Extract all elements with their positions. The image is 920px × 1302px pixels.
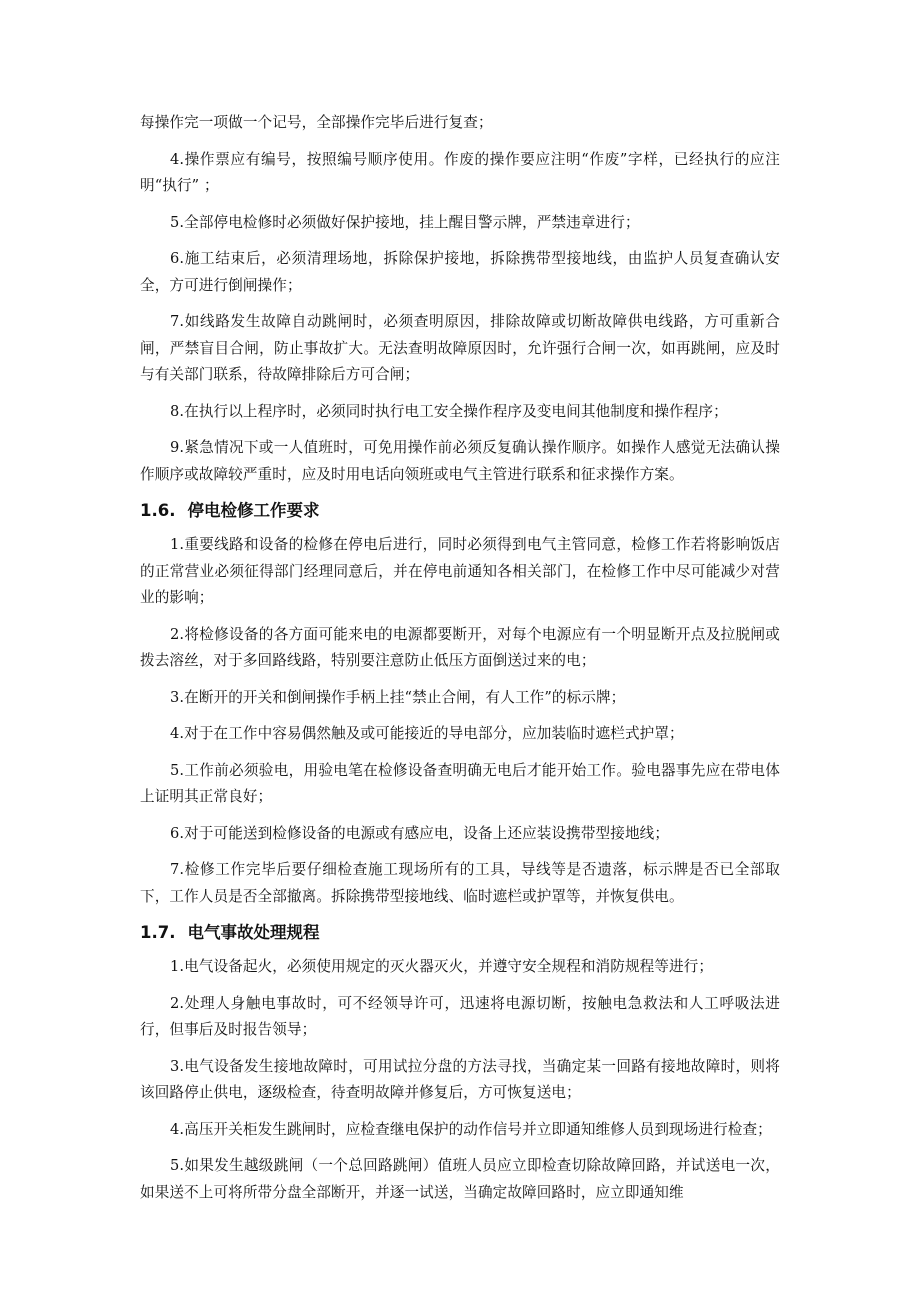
- maintenance-item-7: 7.检修工作完毕后要仔细检查施工现场所有的工具，导线等是否遗落，标示牌是否已全部取下，工作人员是否全部撤离。拆除携带型接地线、临时遮栏或护罩等，并恢复供电。: [140, 861, 780, 905]
- accident-item-4: 4.高压开关柜发生跳闸时，应检查继电保护的动作信号并立即通知维修人员到现场进行检查；: [170, 1120, 772, 1138]
- maintenance-item-3: 3.在断开的开关和倒闸操作手柄上挂“禁止合闸，有人工作”的标示牌；: [170, 688, 626, 706]
- maintenance-item-2: 2.将检修设备的各方面可能来电的电源都要断开，对每个电源应有一个明显断开点及拉脱闸或拨去溶丝，对于多回路线路，特别要注意防止低压方面倒送过来的电；: [140, 625, 780, 669]
- maintenance-item-5: 5.工作前必须验电，用验电笔在检修设备查明确无电后才能开始工作。验电器事先应在带电体上证明其正常良好；: [140, 761, 780, 805]
- operation-rule-5: 5.全部停电检修时必须做好保护接地，挂上醒目警示牌，严禁违章进行；: [170, 213, 640, 231]
- accident-item-5: 5.如果发生越级跳闸（一个总回路跳闸）值班人员应立即检查切除故障回路，并试送电一次，如果送不上可将所带分盘全部断开，并逐一试送，当确定故障回路时，应立即通知维: [140, 1157, 780, 1201]
- maintenance-item-6: 6.对于可能送到检修设备的电源或有感应电，设备上还应装设携带型接地线；: [170, 824, 670, 842]
- section-number: 1.6.: [140, 501, 176, 520]
- operation-rule-9: 9.紧急情况下或一人值班时，可免用操作前必须反复确认操作顺序。如操作人感觉无法确认操作顺序或故障较严重时，应及时用电话向领班或电气主管进行联系和征求操作方案。: [140, 439, 780, 483]
- operation-rule-4: 4.操作票应有编号，按照编号顺序使用。作废的操作要应注明“作废”字样，已经执行的应注明“执行” ；: [140, 150, 780, 194]
- section-title: 电气事故处理规程: [187, 923, 320, 942]
- accident-item-1: 1.电气设备起火，必须使用规定的灭火器灭火，并遵守安全规程和消防规程等进行；: [170, 958, 714, 975]
- section-heading-1-7: [140, 920, 780, 946]
- maintenance-item-1: 1.重要线路和设备的检修在停电后进行，同时必须得到电气主管同意，检修工作若将影响饭店的正常营业必须征得部门经理同意后，并在停电前通知各相关部门，在检修工作中尽可能减少对营业的影响；: [140, 536, 780, 606]
- continued-paragraph: 每操作完一项做一个记号，全部操作完毕后进行复查；: [140, 114, 493, 131]
- operation-rule-7: 7.如线路发生故障自动跳闸时，必须查明原因，排除故障或切断故障供电线路，方可重新合闸，严禁盲目合闸，防止事故扩大。无法查明故障原因时，允许强行合闸一次，如再跳闸，应及时与有关部门联系，待故障排除后方可合闸；: [140, 313, 780, 383]
- section-heading-1-6: [140, 498, 780, 524]
- operation-rule-6: 6.施工结束后，必须清理场地，拆除保护接地，拆除携带型接地线，由监护人员复查确认安全，方可进行倒闸操作；: [140, 250, 780, 294]
- document-body: [140, 110, 780, 1216]
- accident-item-2: 2.处理人身触电事故时，可不经领导许可，迅速将电源切断，按触电急救法和人工呼吸法进行，但事后及时报告领导；: [140, 994, 780, 1038]
- section-number: 1.7.: [140, 923, 176, 942]
- operation-rule-8: 8.在执行以上程序时，必须同时执行电工安全操作程序及变电间其他制度和操作程序；: [170, 402, 728, 420]
- section-title: 停电检修工作要求: [187, 501, 320, 520]
- accident-item-3: 3.电气设备发生接地故障时，可用试拉分盘的方法寻找，当确定某一回路有接地故障时，则将该回路停止供电，逐级检查，待查明故障并修复后，方可恢复送电；: [140, 1057, 780, 1101]
- maintenance-item-4: 4.对于在工作中容易偶然触及或可能接近的导电部分，应加装临时遮栏式护罩；: [170, 725, 684, 742]
